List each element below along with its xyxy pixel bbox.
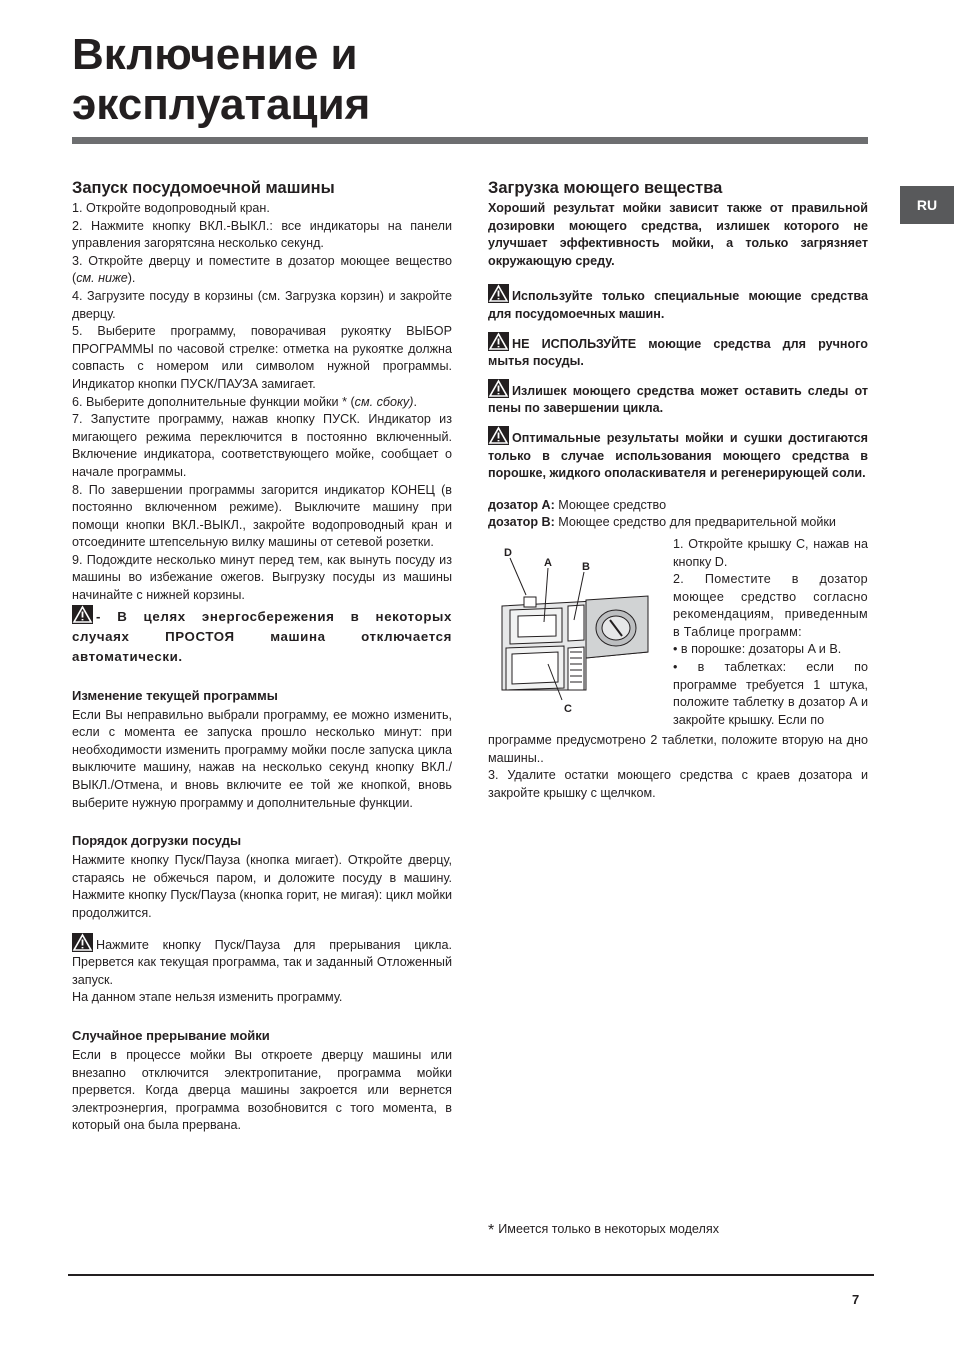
dispenser-b-label: дозатор B:	[488, 515, 555, 530]
dispenser-a-label: дозатор A:	[488, 497, 555, 512]
warning-3-text: Излишек моющего средства может оставить следы от пены по завершении цикла.	[488, 383, 868, 416]
warning-1-text: Используйте только специальные моющие средства для посудомоечных машин.	[488, 289, 868, 321]
left-column	[72, 178, 452, 1135]
pause-warning-text: Нажмите кнопку Пуск/Пауза для прерывания цикла. Прервется как текущая программа, так и заданный Отложенный запуск.	[72, 937, 452, 987]
page-number: 7	[852, 1292, 860, 1307]
dispenser-step-1: 1. Откройте крышку C, нажав на кнопку D.	[673, 536, 868, 569]
start-heading: Запуск посудомоечной машины	[72, 179, 335, 197]
warning-icon	[72, 933, 93, 952]
change-text: Если Вы неправильно выбрали программу, ее можно изменить, если с момента ее запуска прошло несколько минут: при необходимости изменить программу мойки после запуска цикла выключите машину, нажав на несколько секунд кнопку ВКЛ./ВЫКЛ./Отмена, и вновь включите ее той же кнопкой, вновь выберите нужную программу и дополнительные функции.	[72, 707, 452, 810]
language-tab: RU	[900, 186, 954, 224]
start-step-8: 8. По завершении программы загорится индикатор КОНЕЦ (в постоянно включенном режиме). Выключите машину при помощи кнопки ВКЛ.-ВЫКЛ., закройте водопроводный кран и отсоедините штепсельную вилку машины от сетевой розетки.	[72, 482, 452, 550]
dispenser-step-3: 3. Удалите остатки моющего средства с краев дозатора и закройте крышку с щелчком.	[488, 768, 868, 800]
dispenser-b-line	[488, 514, 868, 532]
step6-italic: см. сбоку)	[354, 394, 414, 409]
start-step-4: 4. Загрузите посуду в корзины (см. Загрузка корзин) и закройте дверцу.	[72, 288, 452, 321]
step3-end: ).	[127, 271, 136, 286]
reload-heading: Порядок догрузки посуды	[72, 833, 242, 849]
warning-4	[488, 426, 868, 483]
footnote	[488, 1222, 719, 1240]
footnote-star: *	[488, 1222, 495, 1239]
pause-warning	[72, 933, 452, 990]
warning-icon	[488, 426, 509, 445]
interrupt-heading: Случайное прерывание мойки	[72, 1027, 270, 1043]
title-line-2: эксплуатация	[72, 80, 371, 129]
page-title	[72, 30, 370, 130]
change-heading: Изменение текущей программы	[72, 687, 278, 703]
detergent-intro: Хороший результат мойки зависит также от правильной дозировки моющего средства, излишек которого не улучшает эффективность мойки, а только загрязняет окружающую среду.	[488, 201, 868, 268]
dispenser-instructions	[673, 536, 868, 730]
step3-italic: см. ниже	[76, 271, 128, 286]
warning-1	[488, 284, 868, 323]
start-step-6	[72, 394, 452, 412]
warning-2	[488, 332, 868, 371]
step3-text: 3. Откройте дверцу и поместите в дозатор моющее вещество (	[72, 253, 452, 286]
pause-note: На данном этапе нельзя изменить программу.	[72, 990, 343, 1005]
detergent-heading: Загрузка моющего вещества	[488, 179, 723, 197]
warning-2-text: НЕ ИСПОЛЬЗУЙТЕ моющие средства для ручного мытья посуды.	[488, 336, 868, 369]
diagram-label-d: D	[504, 546, 512, 559]
dispenser-a-text: Моющее средство	[558, 497, 667, 512]
diagram-label-b: B	[582, 560, 590, 573]
warning-4-text: Оптимальные результаты мойки и сушки достигаются только в случае использования моющего средства в порошке, жидкого ополаскивателя и регенерирующей соли.	[488, 430, 868, 481]
dispenser-section	[488, 536, 868, 732]
bullet-tablets: • в таблетках: если по программе требуется 1 штука, положите таблетку в дозатор A и закройте крышку. Если по	[673, 660, 868, 727]
start-step-2: 2. Нажмите кнопку ВКЛ.-ВЫКЛ.: все индикаторы на панели управления загорятсяна несколько секунд.	[72, 218, 452, 251]
start-step-5: 5. Выберите программу, поворачивая рукоятку ВЫБОР ПРОГРАММЫ по часовой стрелке: отметка на рукоятке должна совпасть с номером или символом нужной программы. Индикатор кнопки ПУСК/ПАУЗА замигает.	[72, 324, 452, 391]
step6-text: 6. Выберите дополнительные функции мойки * (	[72, 394, 355, 409]
start-step-3	[72, 253, 452, 288]
footnote-text: Имеется только в некоторых моделях	[498, 1222, 719, 1236]
diagram-label-c: C	[564, 702, 572, 715]
start-step-9: 9. Подождите несколько минут перед тем, как вынуть посуду из машины во избежание ожегов. Выгрузку посуды из машины начинайте с нижней корзины.	[72, 552, 452, 603]
title-line-1: Включение и	[72, 30, 358, 79]
start-step-1: 1. Откройте водопроводный кран.	[72, 201, 270, 215]
dispenser-step-2: 2. Поместите в дозатор моющее средство согласно рекомендациям, приведенным в Таблице программ:	[673, 572, 868, 639]
title-divider	[72, 137, 868, 144]
dispenser-diagram	[488, 540, 668, 730]
warning-icon	[72, 605, 93, 624]
interrupt-text: Если в процессе мойки Вы откроете дверцу машины или внезапно отключится электропитание, программа мойки прервется. Когда дверца машины закроется или вернется электроэнергия, программа возобновится с того момента, в который она была прервана.	[72, 1047, 452, 1133]
bullet-powder: • в порошке: дозаторы A и B.	[673, 642, 842, 657]
right-column	[488, 178, 868, 802]
dispenser-b-text: Моющее средство для предварительной мойки	[558, 515, 836, 530]
start-step-7: 7. Запустите программу, нажав кнопку ПУСК. Индикатор из мигающего режима переключится в постоянно включенный. Включение индикатора, соответствующего мойке, сообщает о начале программы.	[72, 412, 452, 479]
step6-end: .	[413, 394, 417, 409]
dispenser-a-line	[488, 497, 868, 515]
reload-text: Нажмите кнопку Пуск/Пауза (кнопка мигает). Откройте дверцу, стараясь не обжечься паром, и доложите посуду в машину. Нажмите кнопку Пуск/Пауза (кнопка горит, не мигая): цикл мойки продолжится.	[72, 853, 452, 920]
diagram-label-a: A	[544, 556, 552, 569]
bullet-tablets-continued: программе предусмотрено 2 таблетки, положите вторую на дно машины..	[488, 732, 868, 765]
footer-divider	[68, 1274, 874, 1276]
energy-warning	[72, 605, 452, 667]
warning-icon	[488, 379, 509, 398]
warning-icon	[488, 332, 509, 351]
warning-3	[488, 379, 868, 418]
energy-warning-text: - В целях энергосбережения в некоторых случаях ПРОСТОЯ машина отключается автоматически.	[72, 608, 452, 664]
warning-icon	[488, 284, 509, 303]
